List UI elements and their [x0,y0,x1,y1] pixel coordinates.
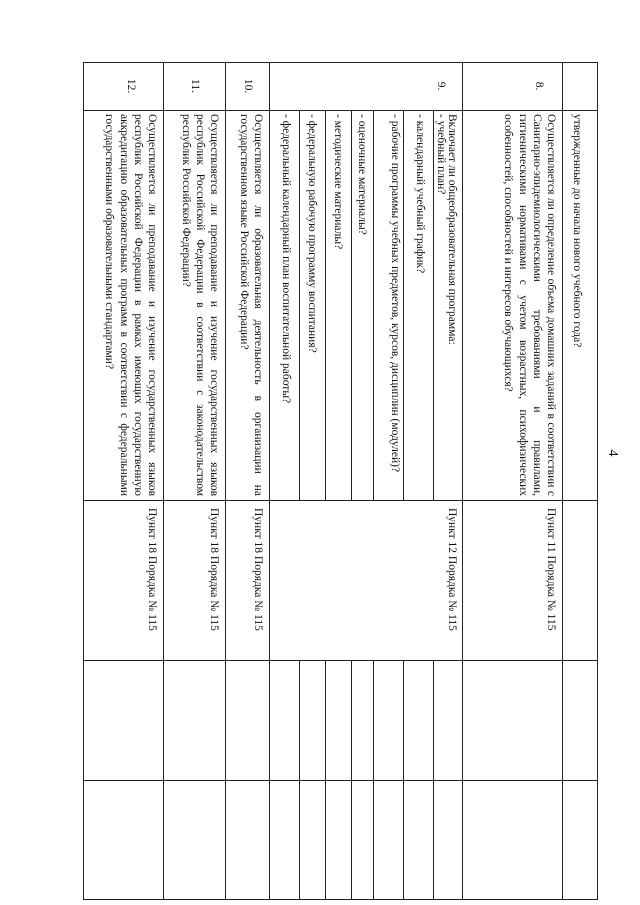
row-divider [163,62,164,900]
row-number-12: 12. [125,78,137,94]
subrow-divider [373,660,374,900]
row-divider [462,62,463,900]
subrow-divider [299,660,300,900]
row-9-item: - рабочие программы учебных предметов, курсов, дисциплин (модулей)? [389,114,401,473]
subrow-divider [403,660,404,900]
subrow-divider [351,660,352,900]
column-divider [83,780,598,781]
subrow-divider [351,110,352,500]
checklist-table [83,62,598,900]
row-12-question: Осуществляется ли преподавание и изучение государственных языков республик Российской Федерации в рамках имеющих государственную аккредитацию образовательных программ в соответствии с федеральными государственными образовательными стандартами? [103,114,158,496]
row-9-item: - методические материалы? [332,114,344,250]
row-11-reference: Пункт 18 Порядка № 115 [208,508,220,631]
row-9-question: Включает ли общеобразовательная программа: [446,114,458,345]
row-number-11: 11. [189,79,201,93]
row-9-reference: Пункт 12 Порядка № 115 [446,508,458,631]
row-continuation-question: утвержденные до начала нового учебного года? [571,114,583,348]
row-9-item: - федеральный календарный план воспитательной работы? [280,114,292,404]
row-10-question: Осуществляется ли образовательная деятельность в организации на государственном языке Российской Федерации? [237,114,264,496]
column-divider [83,660,598,661]
page-number: 4 [605,449,620,457]
row-8-question: Осуществляется ли определение объема домашних заданий в соответствии с Санитарно-эпидемиологическими требованиями и правилами, гигиеническими нормативами с учетом возрастных, психофизических особенностей, способностей и интересов обучающихся? [502,114,557,496]
row-divider [269,62,270,900]
row-9-item: - федеральную рабочую программу воспитания? [306,114,318,353]
subrow-divider [373,110,374,500]
row-number-9: 9. [435,81,447,91]
subrow-divider [433,660,434,900]
subrow-divider [299,110,300,500]
row-number-10: 10. [242,78,254,94]
subrow-divider [325,660,326,900]
row-divider [562,62,563,900]
row-10-reference: Пункт 18 Порядка № 115 [252,508,264,631]
column-divider [83,110,598,111]
row-12-reference: Пункт 18 Порядка № 115 [146,508,158,631]
row-divider [225,62,226,900]
column-divider [83,500,598,501]
row-9-item: - учебный план? [435,114,447,195]
subrow-divider [325,110,326,500]
row-9-item: - оценочные материалы? [356,114,368,235]
row-number-8: 8. [533,81,545,91]
row-11-question: Осуществляется ли преподавание и изучение государственных языков республик Российской Федерации в соответствии с законодательством республик Российской Федерации? [179,114,220,496]
row-9-item: - календарный учебный график? [414,114,426,274]
row-8-reference: Пункт 11 Порядка № 115 [545,508,557,631]
subrow-divider [403,110,404,500]
